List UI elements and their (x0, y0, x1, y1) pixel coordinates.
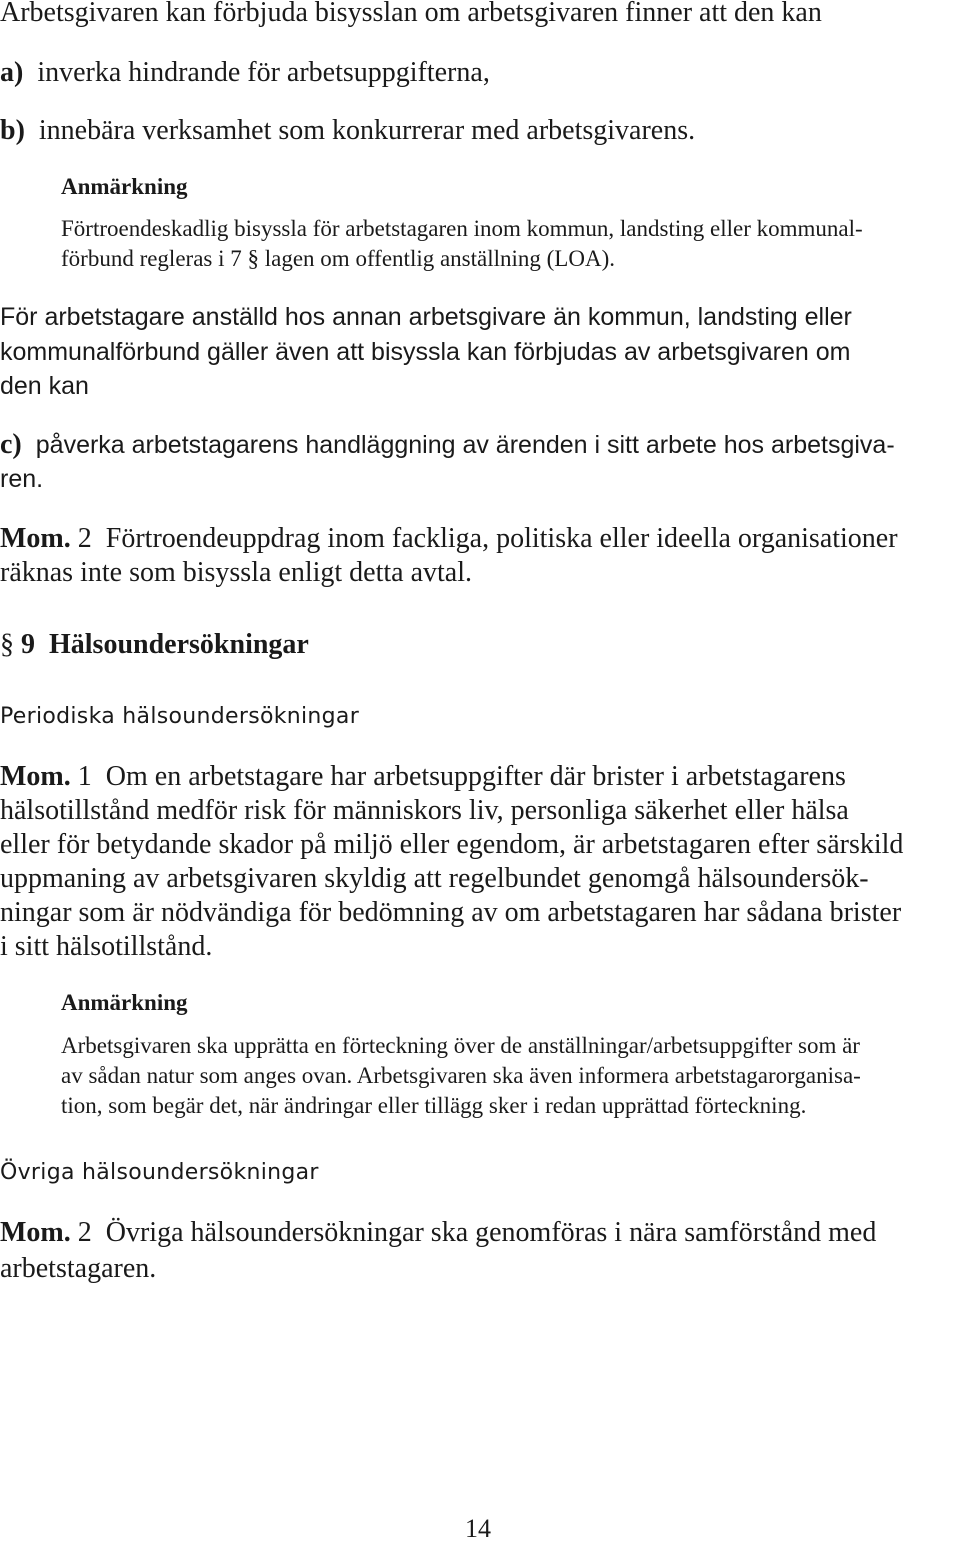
section-number: 9 (21, 629, 35, 660)
note-title: Anmärkning (61, 174, 188, 199)
note-title: Anmärkning (61, 990, 188, 1015)
mom-text-line: hälsotillstånd medför risk för människors liv, personliga säkerhet eller hälsa (0, 795, 849, 826)
mom-number: 1 (77, 761, 92, 792)
sub-heading: Periodiska hälsoundersökningar (0, 704, 360, 729)
mom-paragraph (0, 760, 846, 794)
list-text-a: inverka hindrande för arbetsuppgifterna, (37, 57, 490, 88)
list-label-a: a) (0, 57, 24, 88)
mom-paragraph (0, 1216, 876, 1250)
mom-paragraph (0, 522, 898, 556)
mom-text-line: Övriga hälsoundersökningar ska genomföras i nära samförstånd med (105, 1217, 877, 1248)
mom-text-line: eller för betydande skador på miljö eller egendom, är arbetstagaren efter särskild (0, 829, 904, 860)
mom-label: Mom. (0, 523, 71, 554)
mom-text-line: uppmaning av arbetsgivaren skyldig att regelbundet genomgå hälsoundersök- (0, 863, 869, 894)
list-item-b (0, 114, 695, 148)
paragraph-line: den kan (0, 372, 89, 400)
mom-text-line: ningar som är nödvändiga för bedömning av om arbetstagaren har sådana brister (0, 897, 902, 928)
paragraph-line: kommunalförbund gäller även att bisyssla kan förbjudas av arbetsgivaren om (0, 338, 851, 366)
section-heading (0, 628, 309, 662)
mom-text-line: arbetstagaren. (0, 1253, 157, 1284)
list-item-a (0, 56, 490, 90)
mom-number: 2 (77, 1217, 92, 1248)
mom-text-line: räknas inte som bisyssla enligt detta avtal. (0, 557, 473, 588)
intro-line: Arbetsgivaren kan förbjuda bisysslan om arbetsgivaren finner att den kan (0, 0, 822, 28)
mom-text-line: Om en arbetstagare har arbetsuppgifter där brister i arbetstagarens (105, 761, 846, 792)
note-text-line: Förtroendeskadlig bisyssla för arbetstagaren inom kommun, landsting eller kommunal- (61, 216, 863, 241)
mom-number: 2 (77, 523, 92, 554)
list-text-b: innebära verksamhet som konkurrerar med arbetsgivarens. (38, 115, 696, 146)
list-label-c: c) (0, 429, 22, 460)
list-text-c: påverka arbetstagarens handläggning av ärenden i sitt arbete hos arbetsgiva- (35, 431, 895, 459)
note-text-line: tion, som begär det, när ändringar eller tillägg sker i redan upprättad förteckning. (61, 1093, 807, 1118)
note-text-line: Arbetsgivaren ska upprätta en förteckning över de anställningar/arbetsuppgifter som är (61, 1033, 860, 1058)
list-text-c-cont: ren. (0, 465, 44, 493)
mom-label: Mom. (0, 761, 71, 792)
paragraph-line: För arbetstagare anställd hos annan arbetsgivare än kommun, landsting eller (0, 303, 852, 331)
page-number: 14 (465, 1514, 491, 1543)
list-item-c (0, 428, 895, 462)
note-text-line: förbund regleras i 7 § lagen om offentlig anställning (LOA). (61, 246, 615, 271)
note-text-line: av sådan natur som anges ovan. Arbetsgivaren ska även informera arbetstagarorganisa- (61, 1063, 861, 1088)
section-symbol: § (0, 629, 14, 660)
mom-text-line: Förtroendeuppdrag inom fackliga, politiska eller ideella organisationer (105, 523, 898, 554)
sub-heading: Övriga hälsoundersökningar (0, 1160, 319, 1185)
mom-text-line: i sitt hälsotillstånd. (0, 931, 213, 962)
section-title: Hälsoundersökningar (49, 629, 309, 660)
list-label-b: b) (0, 115, 25, 146)
mom-label: Mom. (0, 1217, 71, 1248)
